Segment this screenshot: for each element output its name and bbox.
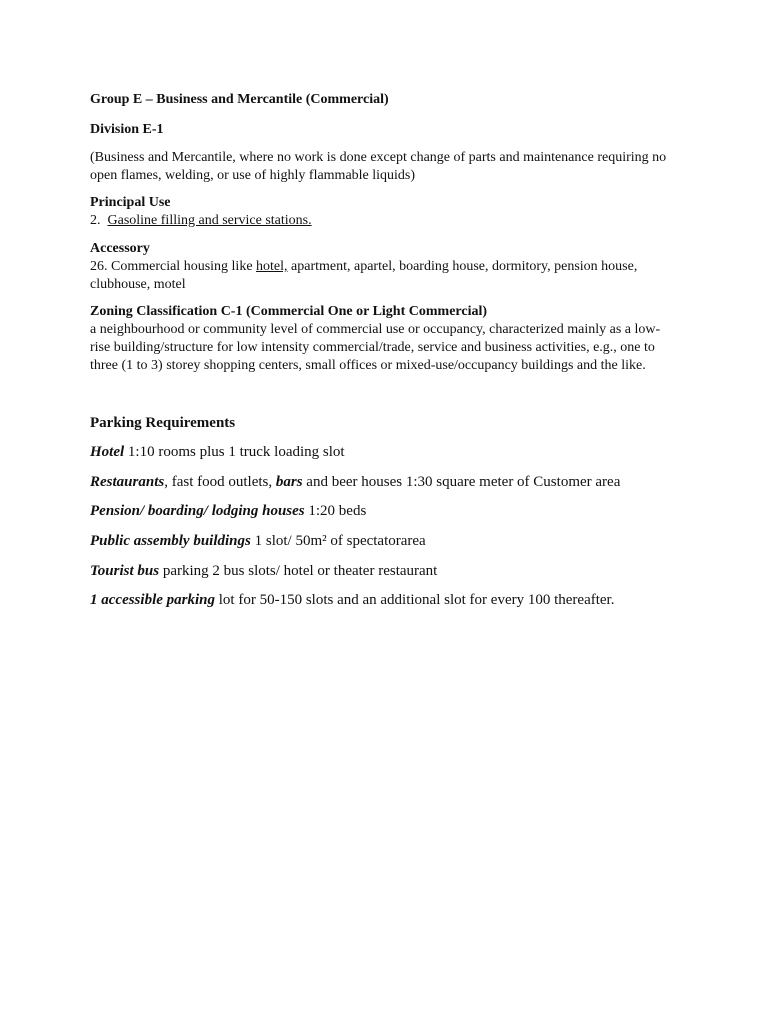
parking-assembly-term: Public assembly buildings <box>90 533 251 549</box>
parking-hotel <box>90 443 680 462</box>
zoning-section <box>90 303 680 375</box>
principal-use-text: Gasoline filling and service stations. <box>107 213 312 228</box>
parking-bars-term: bars <box>275 474 303 490</box>
accessory-text-start: 26. Commercial housing like <box>90 259 257 274</box>
accessory-heading: Accessory <box>90 241 150 256</box>
parking-accessible-text: lot for 50-150 slots and an additional slot for every 100 thereafter. <box>215 592 615 608</box>
group-heading: Group E – Business and Mercantile (Commercial) <box>90 92 389 107</box>
principal-use-item <box>90 212 680 230</box>
accessory-text-end: apartment, apartel, boarding house, dormitory, pension house, clubhouse, motel <box>90 259 638 292</box>
accessory-text <box>90 258 680 294</box>
zoning-heading: Zoning Classification C-1 (Commercial One or Light Commercial) <box>90 304 488 319</box>
parking-hotel-text: 1:10 rooms plus 1 truck loading slot <box>124 444 345 460</box>
parking-accessible-term: 1 accessible parking <box>90 592 215 608</box>
zoning-text: a neighbourhood or community level of commercial use or occupancy, characterized mainly as a low-rise building/structure for low intensity commercial/trade, service and business activities, e.g., one to three (1 to 3) storey shopping centers, small offices or mixed-use/occupancy buildings and the like. <box>90 322 661 373</box>
division-description: (Business and Mercantile, where no work is done except change of parts and maintenance requiring no open flames, welding, or use of highly flammable liquids) <box>90 150 667 183</box>
parking-restaurants-term: Restaurants <box>90 474 165 490</box>
parking-tourist-text: parking 2 bus slots/ hotel or theater restaurant <box>159 563 438 579</box>
parking-assembly-text: 1 slot/ 50m² of spectatorarea <box>250 533 426 549</box>
parking-restaurants-mid: , fast food outlets, <box>164 474 276 490</box>
parking-heading: Parking Requirements <box>90 415 236 431</box>
parking-assembly <box>90 532 680 551</box>
accessory-hotel: hotel, <box>256 259 288 274</box>
principal-use-section <box>90 194 680 230</box>
parking-tourist-term: Tourist bus <box>90 563 160 579</box>
parking-hotel-term: Hotel <box>90 444 125 460</box>
parking-pension-text: 1:20 beds <box>304 503 367 519</box>
division-heading: Division E-1 <box>90 122 164 137</box>
principal-use-heading: Principal Use <box>90 195 171 210</box>
parking-tourist-bus <box>90 562 680 581</box>
accessory-section <box>90 240 680 294</box>
parking-restaurants-text: and beer houses 1:30 square meter of Customer area <box>302 474 621 490</box>
parking-pension <box>90 502 680 521</box>
parking-pension-term: Pension/ boarding/ lodging houses <box>90 503 305 519</box>
parking-accessible <box>90 591 680 610</box>
parking-restaurants <box>90 473 680 492</box>
principal-use-number: 2. <box>90 213 101 228</box>
